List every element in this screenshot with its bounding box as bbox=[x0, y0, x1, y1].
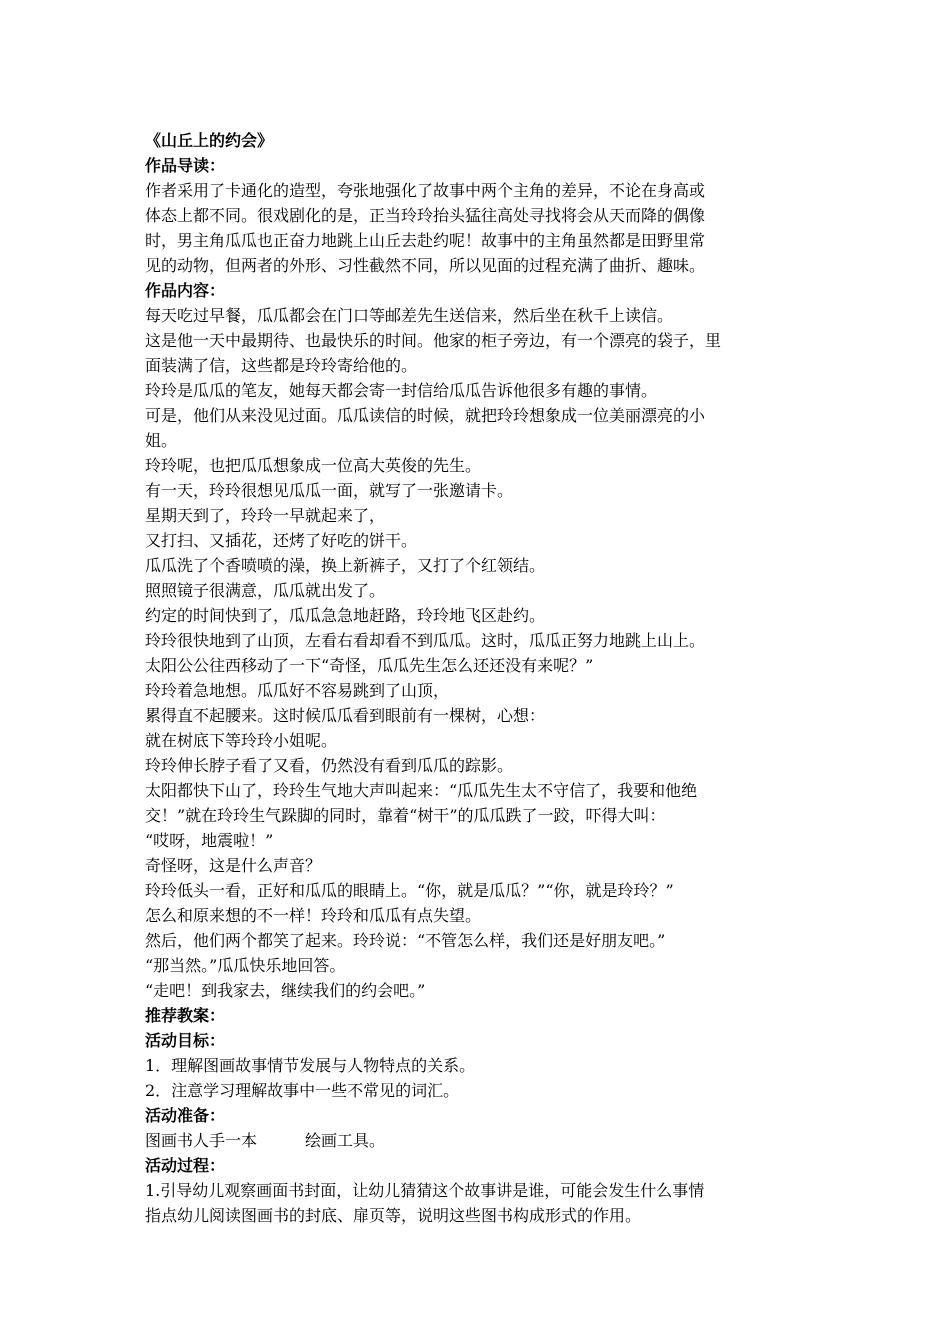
intro-paragraph bbox=[145, 178, 815, 278]
story-line: 面装满了信，这些都是玲玲寄给他的。 bbox=[145, 356, 418, 375]
story-line: 又打扫、又插花，还烤了好吃的饼干。 bbox=[145, 531, 418, 550]
story-line: 太阳公公往西移动了一下“奇怪，瓜瓜先生怎么还还没有来呢？” bbox=[145, 656, 594, 675]
story-line: 姐。 bbox=[145, 431, 178, 450]
process-heading: 活动过程： bbox=[145, 1156, 226, 1175]
goal-item: 2．注意学习理解故事中一些不常见的词汇。 bbox=[145, 1081, 460, 1100]
story-line: “哎呀，地震啦！” bbox=[145, 831, 274, 850]
story-line: 有一天，玲玲很想见瓜瓜一面，就写了一张邀请卡。 bbox=[145, 481, 514, 500]
story-line: 累得直不起腰来。这时候瓜瓜看到眼前有一棵树，心想： bbox=[145, 706, 546, 725]
story-line: 然后，他们两个都笑了起来。玲玲说：“不管怎么样，我们还是好朋友吧。” bbox=[145, 931, 666, 950]
prep-line bbox=[145, 1128, 815, 1153]
story-line: 约定的时间快到了，瓜瓜急急地赶路，玲玲地飞区赴约。 bbox=[145, 606, 546, 625]
story-line: 交！”就在玲玲生气跺脚的同时，靠着“树干”的瓜瓜跌了一跤，吓得大叫： bbox=[145, 806, 666, 825]
story-line: 每天吃过早餐，瓜瓜都会在门口等邮差先生送信来，然后坐在秋千上读信。 bbox=[145, 306, 674, 325]
story-line: 就在树底下等玲玲小姐呢。 bbox=[145, 731, 338, 750]
story-line: 玲玲是瓜瓜的笔友，她每天都会寄一封信给瓜瓜告诉他很多有趣的事情。 bbox=[145, 381, 658, 400]
story-line: 玲玲呢，也把瓜瓜想象成一位高大英俊的先生。 bbox=[145, 456, 482, 475]
process-list bbox=[145, 1178, 815, 1228]
story-line: 这是他一天中最期待、也最快乐的时间。他家的柜子旁边，有一个漂亮的袋子，里 bbox=[145, 331, 722, 350]
intro-line: 体态上都不同。很戏剧化的是，正当玲玲抬头猛往高处寻找将会从天而降的偶像 bbox=[145, 206, 706, 225]
goal-list bbox=[145, 1053, 815, 1103]
story-line: 玲玲伸长脖子看了又看，仍然没有看到瓜瓜的踪影。 bbox=[145, 756, 514, 775]
intro-line: 作者采用了卡通化的造型，夸张地强化了故事中两个主角的差异，不论在身高或 bbox=[145, 181, 706, 200]
prep-item: 图画书人手一本 bbox=[145, 1131, 258, 1150]
story-line: 瓜瓜洗了个香喷喷的澡，换上新裤子，又打了个红领结。 bbox=[145, 556, 546, 575]
goal-heading: 活动目标： bbox=[145, 1031, 226, 1050]
story-content bbox=[145, 303, 815, 1003]
intro-line: 时，男主角瓜瓜也正奋力地跳上山丘去赴约呢！故事中的主角虽然都是田野里常 bbox=[145, 231, 706, 250]
process-item: 1.引导幼儿观察画面书封面，让幼儿猜猜这个故事讲是谁，可能会发生什么事情 bbox=[145, 1181, 705, 1200]
story-line: 奇怪呀，这是什么声音？ bbox=[145, 856, 322, 875]
story-line: 可是，他们从来没见过面。瓜瓜读信的时候，就把玲玲想象成一位美丽漂亮的小 bbox=[145, 406, 706, 425]
process-item: 指点幼儿阅读图画书的封底、扉页等，说明这些图书构成形式的作用。 bbox=[145, 1206, 642, 1225]
story-line: 太阳都快下山了，玲玲生气地大声叫起来：“瓜瓜先生太不守信了，我要和他绝 bbox=[145, 781, 698, 800]
story-line: 玲玲低头一看，正好和瓜瓜的眼睛上。“你，就是瓜瓜？”“你，就是玲玲？” bbox=[145, 881, 674, 900]
story-line: 玲玲着急地想。瓜瓜好不容易跳到了山顶， bbox=[145, 681, 450, 700]
goal-item: 1．理解图画故事情节发展与人物特点的关系。 bbox=[145, 1056, 476, 1075]
story-line: 玲玲很快地到了山顶，左看右看却看不到瓜瓜。这时，瓜瓜正努力地跳上山上。 bbox=[145, 631, 706, 650]
story-line: “那当然。”瓜瓜快乐地回答。 bbox=[145, 956, 346, 975]
document-title: 《山丘上的约会》 bbox=[145, 131, 274, 150]
prep-item: 绘画工具。 bbox=[305, 1131, 386, 1150]
story-line: “走吧！到我家去，继续我们的约会吧。” bbox=[145, 981, 426, 1000]
intro-line: 见的动物，但两者的外形、习性截然不同，所以见面的过程充满了曲折、趣味。 bbox=[145, 256, 706, 275]
plan-heading: 推荐教案： bbox=[145, 1006, 226, 1025]
story-line: 照照镜子很满意，瓜瓜就出发了。 bbox=[145, 581, 386, 600]
document-page bbox=[145, 128, 815, 1228]
prep-heading: 活动准备： bbox=[145, 1106, 226, 1125]
intro-heading: 作品导读： bbox=[145, 156, 226, 175]
story-line: 星期天到了，玲玲一早就起来了， bbox=[145, 506, 386, 525]
content-heading: 作品内容： bbox=[145, 281, 226, 300]
story-line: 怎么和原来想的不一样！玲玲和瓜瓜有点失望。 bbox=[145, 906, 482, 925]
